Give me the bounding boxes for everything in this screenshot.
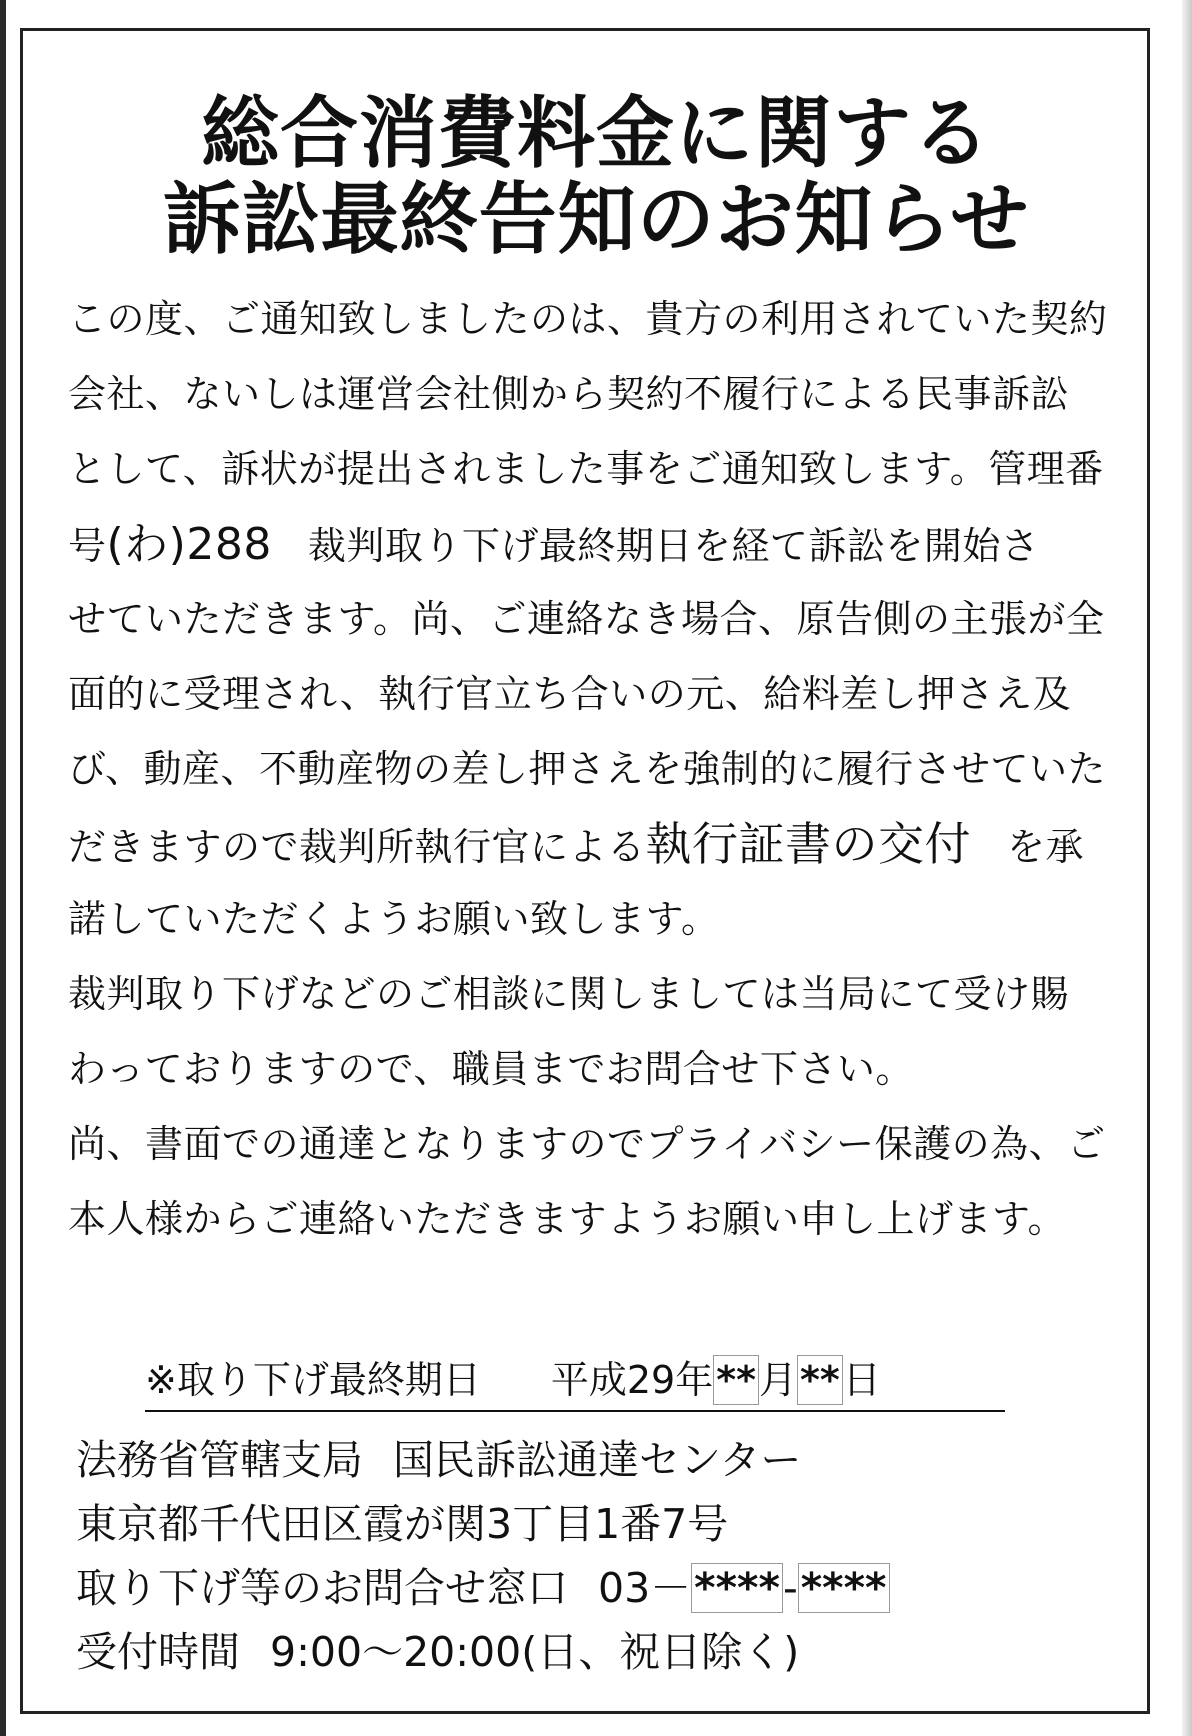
body-line-8-suffix: を承 (1007, 825, 1085, 869)
execution-certificate-emphasis: 執行証書の交付 (645, 817, 972, 871)
deadline-month-masked: ** (713, 1355, 759, 1405)
control-number-label: 号 (68, 524, 107, 568)
issuer-address: 東京都千代田区霞が関3丁目1番7号 (76, 1500, 729, 1548)
body-line-9: 諾していただくようお願い致します。 (68, 897, 720, 941)
body-line-4-text: 裁判取り下げ最終期日を経て訴訟を開始さ (307, 524, 1040, 568)
phone-masked-part-2: **** (798, 1563, 890, 1613)
issuer-org: 法務省管轄支局 (76, 1436, 363, 1484)
phone-masked-part-1: **** (691, 1563, 783, 1613)
contact-label: 取り下げ等のお問合せ窓口 (76, 1564, 568, 1612)
deadline-year: 平成29年 (550, 1358, 714, 1402)
hours-line (76, 1620, 1136, 1684)
body-line-1: この度、ご通知致しましたのは、貴方の利用されていた契約 (68, 297, 1108, 341)
issuer-line (76, 1428, 1136, 1492)
notice-title-line-2: 訴訟最終告知のお知らせ (162, 174, 1030, 265)
withdrawal-deadline (145, 1350, 1005, 1412)
body-line-11: わっておりますので、職員までお問合せ下さい。 (68, 1047, 914, 1091)
body-line-8 (68, 807, 1128, 882)
body-line-3: として、訴状が提出されました事をご通知致します。管理番 (68, 447, 1104, 491)
hours-label: 受付時間 (76, 1628, 240, 1676)
body-line-13: 本人様からご連絡いただきますようお願い申し上げます。 (68, 1197, 1066, 1241)
notice-title-line-1: 総合消費料金に関する (200, 88, 991, 179)
body-line-6: 面的に受理され、執行官立ち合いの元、給料差し押さえ及 (68, 672, 1072, 716)
body-line-2: 会社、ないしは運営会社側から契約不履行による民事訴訟 (68, 372, 1070, 416)
deadline-day-masked: ** (797, 1355, 843, 1405)
deadline-label: ※取り下げ最終期日 (145, 1358, 481, 1402)
issuer-info (76, 1428, 1136, 1684)
deadline-day-unit: 日 (842, 1358, 881, 1402)
contact-line (76, 1556, 1136, 1620)
body-line-8-text: だきますので裁判所執行官による (68, 825, 646, 869)
body-line-10: 裁判取り下げなどのご相談に関しましては当局にて受け賜 (68, 972, 1070, 1016)
body-line-7: び、動産、不動産物の差し押さえを強制的に履行させていた (68, 747, 1106, 791)
hours-value: 9:00～20:00(日、祝日除く) (270, 1628, 800, 1676)
body-line-4 (68, 507, 1128, 582)
phone-prefix: 03－ (598, 1564, 692, 1612)
phone-dash: - (782, 1564, 798, 1612)
notice-body (68, 282, 1128, 1257)
control-number-value: (わ)288 (106, 519, 272, 570)
issuer-center: 国民訴訟通達センター (393, 1436, 802, 1484)
body-line-5: せていただきます。尚、ご連絡なき場合、原告側の主張が全 (68, 597, 1105, 641)
deadline-month-unit: 月 (758, 1358, 797, 1402)
body-line-12: 尚、書面での通達となりますのでプライバシー保護の為、ご (68, 1122, 1106, 1166)
